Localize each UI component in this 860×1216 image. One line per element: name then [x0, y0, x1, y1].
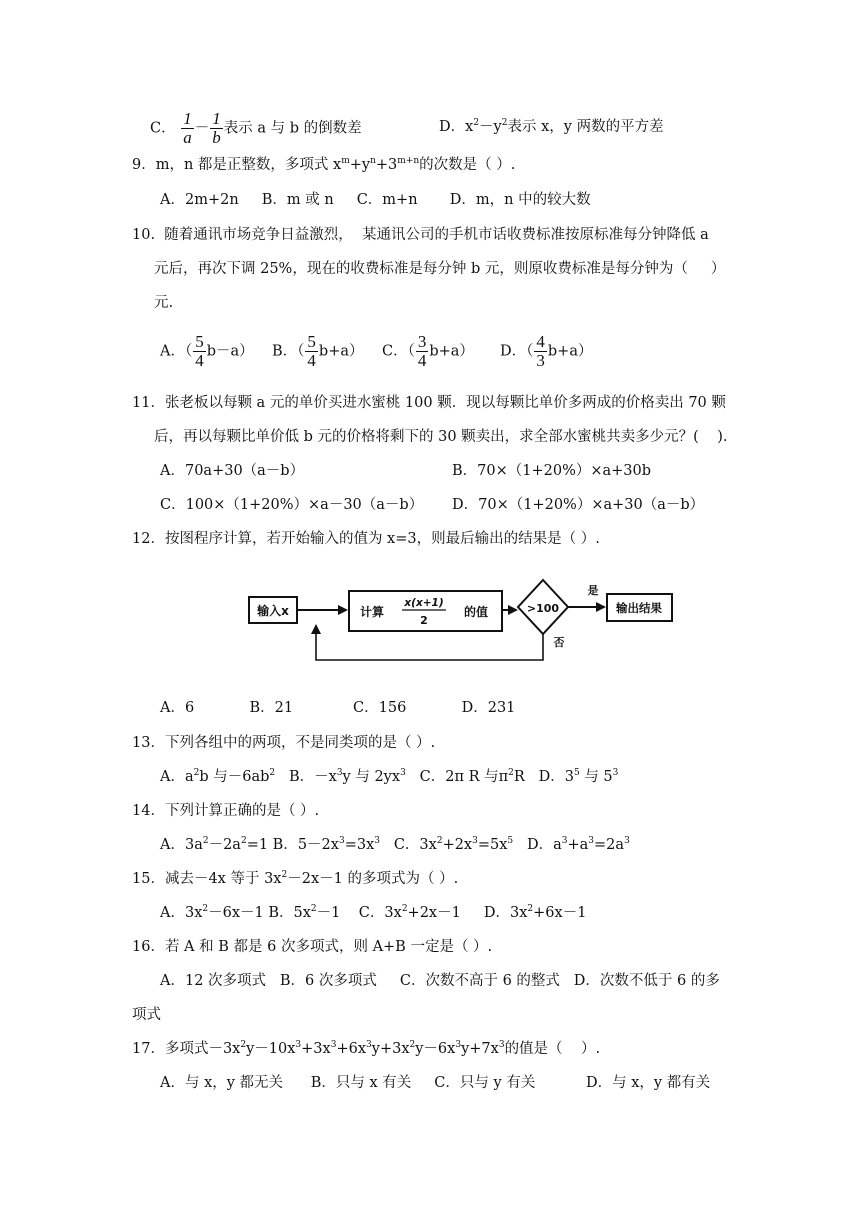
- exponent: 2: [473, 118, 480, 128]
- text: y－6x: [415, 1041, 456, 1057]
- question-15-stem: [132, 869, 458, 889]
- text: =1 B．5－2x: [246, 837, 339, 853]
- numerator: 1: [183, 109, 192, 128]
- text: B．（: [272, 343, 305, 360]
- minus-sign: －: [194, 120, 210, 137]
- exponent: 3: [612, 768, 619, 778]
- question-12-stem: 12．按图程序计算，若开始输入的值为 x=3，则最后输出的结果是（ ）.: [132, 531, 600, 547]
- exponent: 2: [401, 904, 408, 914]
- text: C．（: [382, 343, 415, 360]
- question-11-option-b: B．70×（1+20%）×a+30b: [452, 463, 652, 479]
- numerator: 4: [536, 332, 545, 351]
- text: +y: [349, 157, 371, 173]
- exponent: 3: [336, 768, 343, 778]
- question-17-options: A．与 x，y 都无关 B．只与 x 有关 C．只与 y 有关 D．与 x，y 都有关: [160, 1075, 711, 1091]
- text: +a: [567, 837, 589, 853]
- exponent: 2: [240, 1040, 247, 1050]
- text: +6x: [336, 1041, 367, 1057]
- exponent: 3: [472, 836, 478, 846]
- exponent: 3: [400, 768, 406, 778]
- question-11-option-d: D．70×（1+20%）×a+30（a－b）: [452, 497, 705, 513]
- fraction-numerator: x(x+1): [404, 597, 444, 609]
- text: B．－x: [275, 769, 337, 785]
- arrow-input-to-calc: [297, 605, 348, 615]
- exponent: 3: [455, 1040, 462, 1050]
- text: b+a）: [318, 343, 364, 360]
- denominator: 3: [536, 351, 545, 370]
- question-14-stem: 14．下列计算正确的是（ ）.: [132, 803, 320, 819]
- question-15-options: [160, 903, 586, 923]
- text: y+7x: [461, 1041, 499, 1057]
- fraction-4-over-3: [534, 333, 547, 370]
- text: 的值是（ ）.: [504, 1041, 601, 1057]
- text: A．3x: [160, 905, 203, 921]
- exponent: 3: [366, 1040, 372, 1050]
- yes-label: 是: [587, 584, 599, 597]
- output-box: [607, 594, 672, 621]
- output-label: 输出结果: [616, 601, 662, 615]
- exponent: 2: [269, 768, 276, 778]
- denominator: b: [212, 128, 221, 147]
- question-17-stem: [132, 1039, 600, 1059]
- calc-box: [349, 591, 502, 631]
- text: =2a: [594, 837, 625, 853]
- exponent: 3: [588, 836, 595, 846]
- question-14-options: [160, 835, 630, 855]
- exponent: 3: [561, 836, 568, 846]
- question-10-option-b: [272, 333, 363, 370]
- numerator: 3: [417, 332, 427, 351]
- value-label: 的值: [463, 605, 489, 619]
- text: R: [513, 769, 525, 785]
- exponent: 3: [498, 1040, 505, 1050]
- exponent: 2: [310, 904, 317, 914]
- exponent: 2: [409, 1040, 416, 1050]
- text: y 与 2yx: [342, 769, 401, 785]
- text: －2a: [208, 837, 241, 853]
- question-13-options: [160, 767, 618, 787]
- numerator: 1: [212, 109, 221, 128]
- text: =5x: [477, 837, 508, 853]
- exponent: 2: [436, 836, 443, 846]
- text: b 与－6ab: [199, 769, 270, 785]
- text: +2x: [442, 837, 473, 853]
- fraction-3-over-4: [416, 333, 429, 370]
- text: 的次数是（ ）.: [419, 157, 516, 173]
- question-12-options: A．6 B．21 C．156 D．231: [160, 700, 516, 716]
- decision-diamond: [518, 580, 568, 634]
- text: +2x－1 D．3x: [407, 905, 528, 921]
- text: b+a）: [429, 343, 474, 360]
- text: －6x－1 B．5x: [208, 905, 311, 921]
- text: b－a）: [206, 343, 254, 360]
- question-9-stem: [132, 155, 515, 175]
- calc-label: 计算: [359, 605, 385, 619]
- question-10-option-a: [160, 333, 254, 370]
- q8-option-d: [439, 117, 664, 137]
- exponent: m+n: [397, 156, 420, 166]
- question-11-option-c: C．100×（1+20%）×a－30（a－b）: [160, 497, 424, 513]
- numerator: 5: [307, 332, 316, 351]
- text: +6x－1: [533, 905, 587, 921]
- text: －2x－1 的多项式为（ ）.: [287, 871, 459, 887]
- question-9-options: A．2m+2n B．m 或 n C．m+n D．m，n 中的较大数: [160, 192, 591, 208]
- question-10-option-d: [500, 333, 592, 370]
- text: －1 C．3x: [316, 905, 402, 921]
- input-box: [249, 597, 297, 623]
- arrow-calc-to-decision: [502, 605, 518, 615]
- text: =3x: [344, 837, 375, 853]
- text: 与 5: [579, 769, 613, 785]
- exponent: 2: [281, 870, 288, 880]
- exponent: 2: [501, 118, 508, 128]
- program-flowchart: [246, 574, 706, 666]
- text: 15．减去－4x 等于 3x: [132, 871, 282, 887]
- text: 表示 x，y 两数的平方差: [507, 119, 664, 135]
- exponent: 5: [507, 836, 514, 846]
- denominator: 4: [195, 351, 204, 370]
- option-letter: C．: [150, 120, 176, 137]
- fraction-5-over-4: [305, 333, 318, 370]
- exponent: 3: [374, 836, 380, 846]
- condition-label: >100: [526, 602, 560, 615]
- question-13-stem: 13．下列各组中的两项，不是同类项的是（ ）.: [132, 735, 436, 751]
- question-11-line-1: 11．张老板以每颗 a 元的单价买进水蜜桃 100 颗．现以每颗比单价多两成的价格卖出 70 颗: [132, 395, 726, 411]
- text: +3: [375, 157, 398, 173]
- question-10-option-c: [382, 333, 474, 370]
- exponent: 2: [508, 768, 514, 778]
- text: D．a: [513, 837, 562, 853]
- text: D．（: [500, 343, 534, 360]
- exponent: 3: [624, 836, 630, 846]
- no-label: 否: [553, 636, 565, 649]
- exponent: 5: [573, 768, 580, 778]
- exponent: 2: [202, 904, 209, 914]
- text: y－10x: [246, 1041, 296, 1057]
- denominator: a: [183, 128, 192, 147]
- question-11-line-2: 后，再以每颗比单价低 b 元的价格将剩下的 30 颗卖出，求全部水蜜桃共卖多少元？( ).: [154, 429, 728, 445]
- exponent: n: [370, 156, 376, 166]
- text: y+3x: [371, 1041, 410, 1057]
- text: b+a）: [547, 343, 593, 360]
- fraction-1-over-a: [181, 110, 194, 147]
- fraction-5-over-4: [193, 333, 206, 370]
- denominator: 4: [307, 351, 316, 370]
- exponent: 3: [338, 836, 345, 846]
- q8-option-c: [150, 110, 362, 147]
- text: C．3x: [380, 837, 437, 853]
- question-16-options: A．12 次多项式 B．6 次多项式 C．次数不高于 6 的整式 D．次数不低于 6 的多: [160, 973, 720, 989]
- exponent: 2: [527, 904, 534, 914]
- text: A．3a: [160, 837, 203, 853]
- exponent: 2: [193, 768, 200, 778]
- option-text: 表示 a 与 b 的倒数差: [223, 120, 362, 137]
- fraction-denominator: 2: [420, 614, 428, 627]
- text: 17．多项式－3x: [132, 1041, 241, 1057]
- fraction-1-over-b: [210, 110, 223, 147]
- question-11-option-a: A．70a+30（a－b）: [160, 463, 305, 479]
- question-10-line-1: 10. 随着通讯市场竞争日益激烈， 某通讯公司的手机市话收费标准按原标准每分钟降低 a: [132, 227, 709, 243]
- exponent: 2: [202, 836, 209, 846]
- text: A．（: [160, 343, 193, 360]
- question-10-line-3: 元.: [154, 295, 174, 311]
- text: +3x: [301, 1041, 331, 1057]
- text: －y: [479, 119, 502, 135]
- input-label: 输入x: [257, 604, 289, 618]
- question-16-options-wrap: 项式: [132, 1007, 161, 1023]
- exponent: 3: [295, 1040, 302, 1050]
- text: D．x: [439, 119, 474, 135]
- text: C．2π R 与π: [405, 769, 509, 785]
- denominator: 4: [417, 351, 427, 370]
- text: A．a: [160, 769, 194, 785]
- text: D．3: [524, 769, 574, 785]
- text: 9．m，n 都是正整数，多项式 x: [132, 157, 342, 173]
- arrow-yes-to-output: [568, 583, 606, 612]
- question-10-line-2: 元后，再次下调 25%，现在的收费标准是每分钟 b 元，则原收费标准是每分钟为（ ）: [154, 261, 726, 277]
- exponent: m: [341, 156, 350, 166]
- question-16-stem: 16．若 A 和 B 都是 6 次多项式，则 A+B 一定是（ ）.: [132, 939, 493, 955]
- exponent: 2: [240, 836, 247, 846]
- exponent: 3: [330, 1040, 337, 1050]
- numerator: 5: [195, 332, 204, 351]
